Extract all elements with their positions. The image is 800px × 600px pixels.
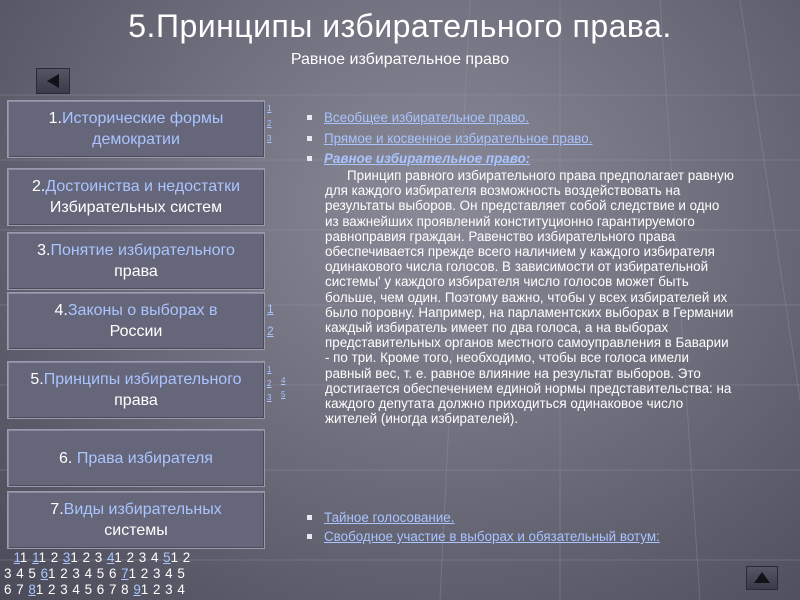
page-number: 5	[84, 582, 93, 597]
page-number: 7	[108, 582, 117, 597]
page-number: 4	[72, 582, 80, 597]
nav-button-7[interactable]	[7, 491, 265, 549]
page-link[interactable]: 6	[40, 566, 49, 581]
side-link-5-4[interactable]: 4	[281, 376, 286, 385]
nav-7-rest: системы	[104, 522, 168, 539]
page-number: 4	[177, 582, 185, 597]
page-number: 3	[152, 566, 161, 581]
link-free-participation[interactable]: Свободное участие в выборах и обязательный вотум:	[324, 529, 660, 544]
page-number: 2	[82, 550, 91, 565]
nav-5-link[interactable]: Принципы избирательного	[43, 371, 242, 388]
page-link[interactable]: 7	[121, 566, 129, 581]
page-number: 3	[60, 582, 68, 597]
side-link-4-1[interactable]: 1	[267, 302, 274, 316]
page-number: 5	[28, 566, 36, 581]
nav-2-number: 2.	[31, 178, 46, 195]
link-equal-suffrage[interactable]: Равное избирательное право:	[324, 151, 531, 166]
back-button[interactable]	[36, 68, 70, 94]
page-number: 2	[60, 566, 68, 581]
nav-6-link[interactable]: Права избирателя	[76, 449, 213, 467]
page-link[interactable]: 4	[106, 550, 115, 565]
page-number: 4	[150, 550, 159, 565]
page-number: 1	[128, 566, 137, 581]
nav-1-link[interactable]: Исторические формы демократии	[61, 110, 224, 148]
bottom-nav-line-3	[4, 582, 266, 598]
page-number: 4	[165, 566, 173, 581]
nav-1-number: 1.	[48, 110, 62, 127]
side-link-5-1[interactable]: 1	[267, 365, 272, 374]
link-secret-ballot[interactable]: Тайное голосование.	[324, 510, 455, 525]
nav-button-1[interactable]	[7, 100, 265, 158]
page-number: 1	[114, 550, 122, 565]
slide-title: 5.Принципы избирательного права.	[128, 8, 672, 44]
square-bullet-icon	[307, 534, 312, 539]
side-link-4-2[interactable]: 2	[267, 324, 274, 338]
side-link-5-3[interactable]: 3	[267, 393, 272, 402]
bullet-item	[307, 510, 454, 525]
square-bullet-icon	[307, 136, 312, 141]
page-number: 3	[72, 566, 80, 581]
page-number: 1	[48, 566, 56, 581]
page-number: 6	[96, 582, 105, 597]
nav-button-5[interactable]	[7, 361, 265, 419]
bullet-item	[307, 529, 660, 544]
nav-6-number: 6.	[59, 449, 77, 467]
nav-2-rest: Избирательных систем	[49, 199, 223, 216]
square-bullet-icon	[307, 156, 312, 161]
page-number: 2	[48, 582, 56, 597]
side-link-5-2[interactable]: 2	[267, 379, 272, 388]
nav-button-3[interactable]	[7, 232, 265, 290]
nav-4-rest: России	[109, 323, 163, 340]
page-number: 4	[84, 566, 93, 581]
nav-4-link[interactable]: Законы о выборах в	[67, 302, 218, 319]
page-number: 1	[35, 582, 44, 597]
page-number: 5	[96, 566, 105, 581]
page-link[interactable]: 1	[32, 550, 39, 565]
nav-3-number: 3.	[37, 242, 51, 259]
nav-3-rest: права	[114, 263, 158, 280]
page-number: 1	[19, 550, 28, 565]
nav-7-number: 7.	[50, 501, 64, 518]
left-arrow-icon	[37, 69, 69, 93]
page-number: 7	[16, 582, 24, 597]
forward-button[interactable]	[746, 566, 778, 590]
page-number: 2	[152, 582, 161, 597]
up-arrow-icon	[747, 567, 777, 589]
nav-4-number: 4.	[54, 302, 68, 319]
page-number: 1	[38, 550, 46, 565]
page-number: 3	[4, 566, 12, 581]
page-number: 2	[140, 566, 149, 581]
bullet-item	[307, 131, 592, 146]
page-number: 2	[50, 550, 59, 565]
page-link[interactable]: 9	[133, 582, 141, 597]
page-link[interactable]: 8	[28, 582, 36, 597]
nav-button-4[interactable]	[7, 292, 265, 350]
page-number: 3	[94, 550, 103, 565]
page-link[interactable]: 3	[62, 550, 71, 565]
page-number: 8	[121, 582, 129, 597]
slide-subtitle: Равное избирательное право	[290, 51, 510, 68]
page-number: 2	[126, 550, 135, 565]
bullet-item	[307, 110, 529, 125]
square-bullet-icon	[307, 515, 312, 520]
nav-7-link[interactable]: Виды избирательных	[63, 501, 222, 518]
page-number: 3	[138, 550, 147, 565]
page-number: 3	[165, 582, 173, 597]
page-number: 6	[108, 566, 117, 581]
page-number: 2	[182, 550, 191, 565]
nav-button-6[interactable]	[7, 429, 265, 487]
page-number: 1	[70, 550, 78, 565]
side-link-1-2[interactable]: 2	[267, 119, 272, 128]
page-number: 4	[16, 566, 24, 581]
page-number: 1	[170, 550, 179, 565]
side-link-5-5[interactable]: 5	[281, 390, 286, 399]
bottom-page-nav	[4, 550, 266, 598]
nav-3-link[interactable]: Понятие избирательного	[50, 242, 235, 259]
side-link-1-3[interactable]: 3	[267, 134, 272, 143]
page-number: 6	[4, 582, 12, 597]
nav-2-link[interactable]: Достоинства и недостатки	[45, 178, 241, 195]
nav-5-number: 5.	[30, 371, 44, 388]
nav-5-rest: права	[114, 392, 158, 409]
bottom-nav-line-2	[4, 566, 266, 582]
bullet-item	[307, 151, 530, 166]
bottom-nav-line-1	[4, 550, 266, 566]
square-bullet-icon	[307, 115, 312, 120]
side-link-1-1[interactable]: 1	[267, 104, 272, 113]
page-number: 5	[177, 566, 185, 581]
nav-button-2[interactable]	[7, 168, 265, 226]
equal-suffrage-paragraph: Принцип равного избирательного права предполагает равную для каждого избирателя возможность воздействовать на результаты выборов. Он представляет собой следствие и одно из важнейших проявлений конституционно гарантируемого равноправия граждан. Равенство избирательного права обеспечивается прежде всего наличием у каждого избирателя одинакового числа голосов. В зависимости от избирательной системы' у каждого избирателя число голосов может быть больше, чем один. Поэтому важно, чтобы у всех избирателей их было поровну. Например, на парламентских выборах в Германии каждый избиратель имеет по два голоса, а на выборах представительных органов местного самоуправления в Баварии - по три. Кроме того, необходимо, чтобы все голоса имели равный вес, т. е. равное влияние на результат выборов. Это достигается обеспечением единой нормы представительства: на каждого депутата должно приходиться одинаковое число жителей (иногда избирателей).	[325, 168, 734, 427]
page-number: 1	[140, 582, 149, 597]
link-direct-indirect-suffrage[interactable]: Прямое и косвенное избирательное право.	[324, 131, 593, 146]
page-link[interactable]: 5	[163, 550, 171, 565]
link-universal-suffrage[interactable]: Всеобщее избирательное право.	[324, 110, 529, 125]
page-link[interactable]: 1	[13, 550, 20, 565]
